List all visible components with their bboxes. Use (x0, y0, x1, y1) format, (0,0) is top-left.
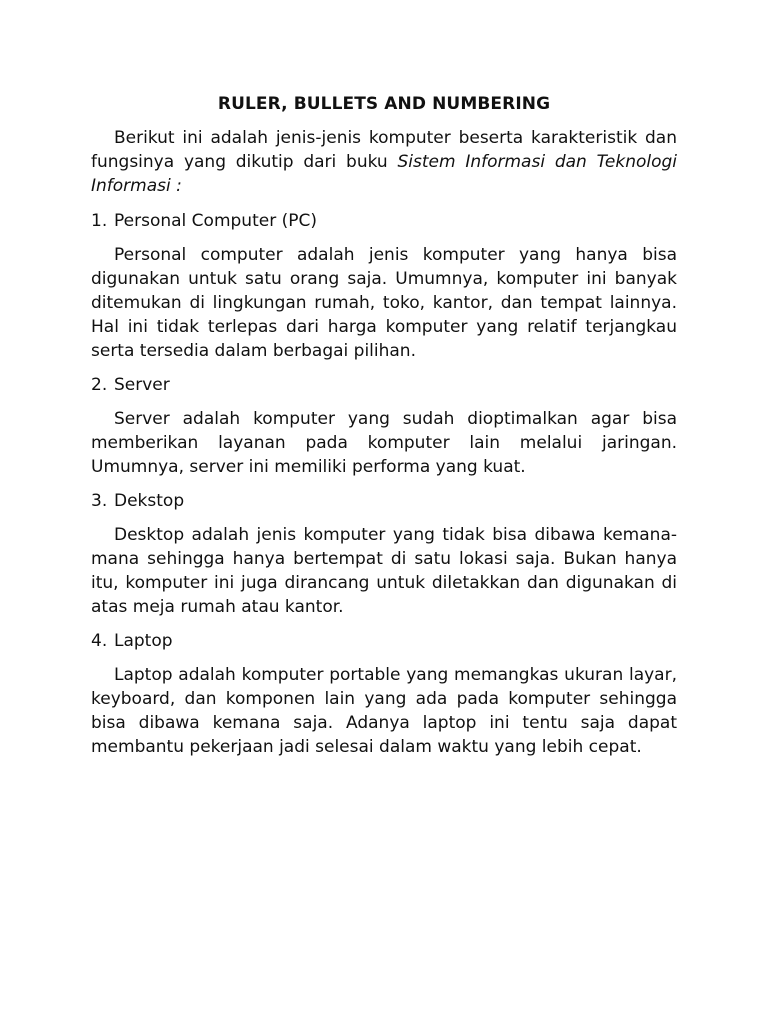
section-body-pc: Personal computer adalah jenis komputer yang hanya bisa digunakan untuk satu orang saja. Umumnya, komputer ini banyak ditemukan di lingkungan rumah, toko, kantor, dan tempat lainnya. Hal ini tidak terlepas dari harga komputer yang relatif terjangkau serta tersedia dalam berbagai pilihan. (91, 245, 677, 361)
section-heading-server (91, 373, 677, 397)
section-heading-laptop (91, 629, 677, 653)
section-body-server: Server adalah komputer yang sudah dioptimalkan agar bisa memberikan layanan pada komputer lain melalui jaringan. Umumnya, server ini memiliki performa yang kuat. (91, 409, 677, 477)
heading-text: Laptop (114, 631, 173, 651)
section-body-laptop: Laptop adalah komputer portable yang memangkas ukuran layar, keyboard, dan komponen lain yang ada pada komputer sehingga bisa dibawa kemana saja. Adanya laptop ini tentu saja dapat membantu pekerjaan jadi selesai dalam waktu yang lebih cepat. (91, 665, 677, 757)
list-number: 4. (91, 631, 108, 651)
document-title: RULER, BULLETS AND NUMBERING (217, 94, 551, 114)
heading-text: Server (114, 375, 170, 395)
list-number: 3. (91, 491, 108, 511)
list-number: 1. (91, 211, 108, 231)
list-number: 2. (91, 375, 108, 395)
book-title: Sistem Informasi dan Teknologi Informasi : (91, 152, 678, 196)
heading-text: Personal Computer (PC) (114, 211, 317, 231)
intro-paragraph (91, 126, 677, 198)
section-body-desktop: Desktop adalah jenis komputer yang tidak bisa dibawa kemana-mana sehingga hanya bertempat di satu lokasi saja. Bukan hanya itu, komputer ini juga dirancang untuk diletakkan dan digunakan di atas meja rumah atau kantor. (91, 525, 677, 617)
document-page (91, 92, 677, 769)
section-heading-desktop (91, 489, 677, 513)
intro-text: Berikut ini adalah jenis-jenis komputer beserta karakteristik dan fungsinya yang dikutip dari buku (91, 128, 677, 172)
heading-text: Dekstop (114, 491, 185, 511)
section-heading-pc (91, 209, 677, 233)
